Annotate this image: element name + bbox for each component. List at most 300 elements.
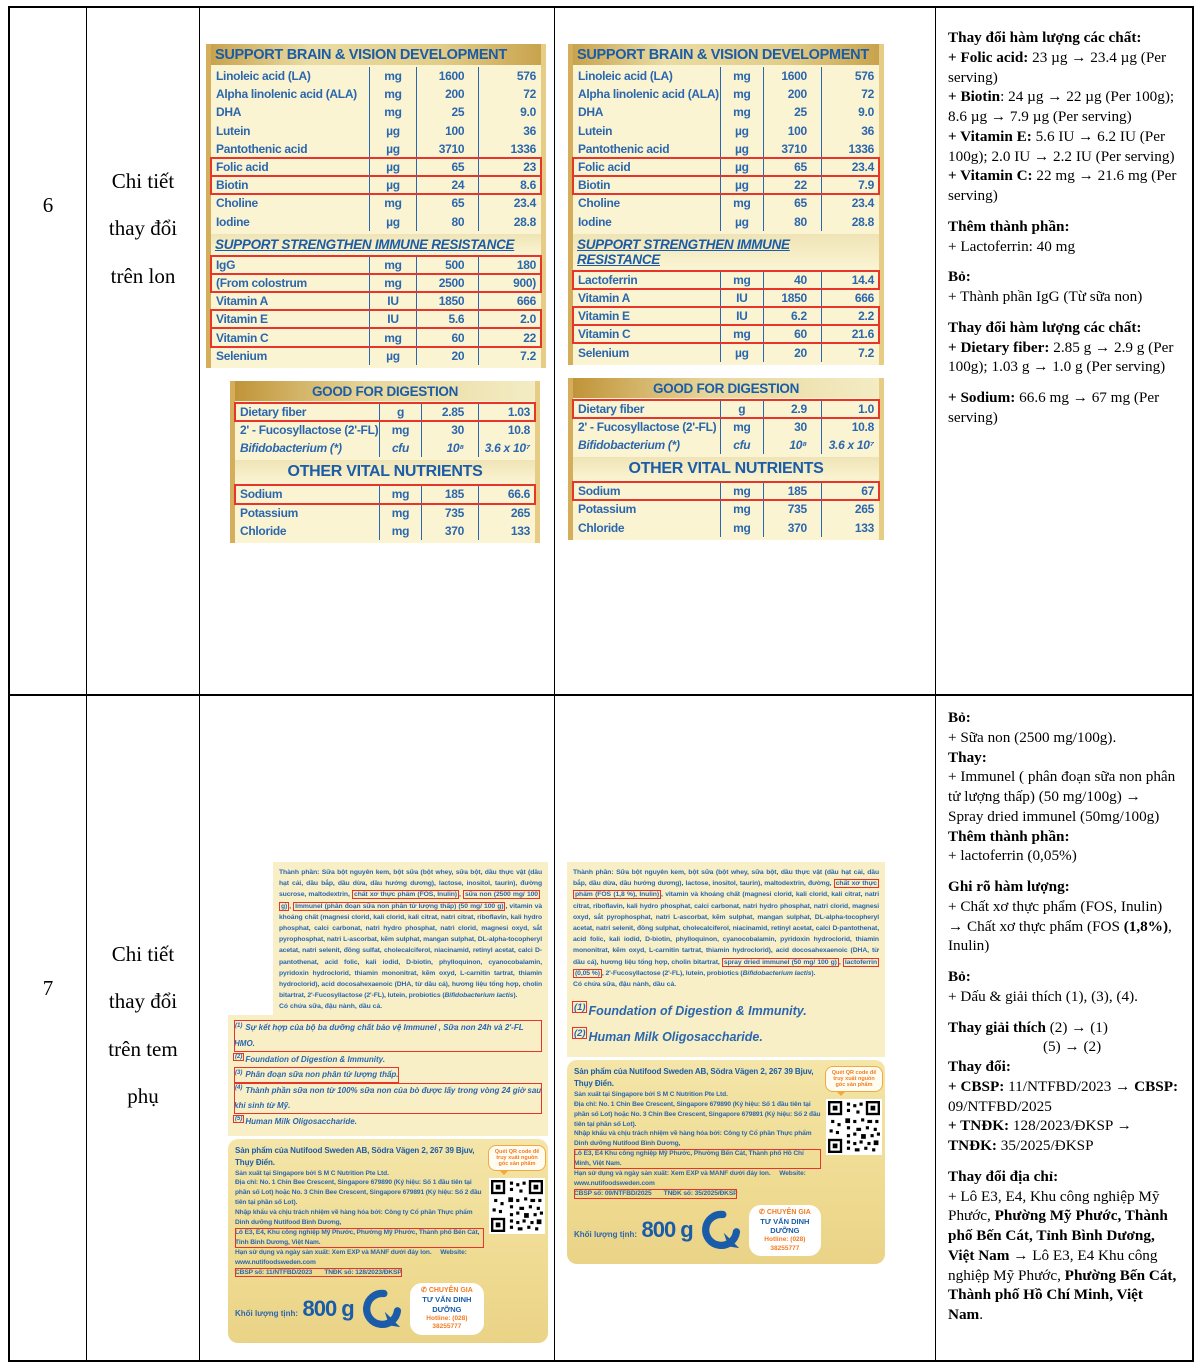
nutrient-row (211, 347, 541, 365)
nutrient-unit: mg (369, 103, 415, 121)
nutrient-per-serving: 576 (478, 67, 541, 85)
nutrient-unit: mg (720, 500, 763, 518)
nutrient-per-100g: 200 (763, 85, 821, 103)
note-paragraph (948, 206, 1180, 217)
note-run: Thêm thành phần: (948, 827, 1070, 845)
nutrient-per-serving: 7.2 (821, 343, 879, 361)
nutrient-name: Alpha linolenic acid (ALA) (216, 87, 357, 102)
nutrient-name: Potassium (578, 502, 636, 517)
phone-icon: ✆ (420, 1287, 427, 1295)
section-header: GOOD FOR DIGESTION (235, 381, 535, 401)
nutrient-per-serving: 36 (478, 122, 541, 140)
note-paragraph (948, 767, 1180, 826)
sub-label-old (228, 862, 548, 1343)
note-run: Thay đổi địa chỉ: (948, 1167, 1059, 1185)
note-run: + Dấu & giải thích (1), (3), (4). (948, 987, 1138, 1005)
footnote (573, 1024, 879, 1050)
nutrient-row (211, 140, 541, 158)
manufacturer-line: CBSP số: 09/NTFBD/2025 TNĐK số: 35/2025/ĐKSP (574, 1189, 738, 1197)
label-section (568, 457, 884, 540)
nutrient-per-100g: 200 (416, 85, 479, 103)
ingredient-run: ). (513, 992, 518, 1000)
footnote-marker: (1) (574, 1002, 586, 1013)
note-run: + Vitamin E: (948, 127, 1032, 145)
manufacturer-line: Lô E3, E4, Khu công nghiệp Mỹ Phước, Phường Mỹ Phước, Thành phố Bến Cát, Tỉnh Bình Dương, Việt Nam. (235, 1228, 484, 1248)
nutrient-per-100g: 370 (763, 519, 821, 537)
footnote-marker: (3) (235, 1069, 243, 1076)
footnote-text: Sự kết hợp của bộ ba dưỡng chất bảo vệ Immunel , Sữa non 24h và 2'-FL HMO. (234, 1023, 524, 1049)
manufacturer-line: Địa chỉ: No. 1 Chin Bee Crescent, Singapore 679890 (Ký hiệu: Số 1 đầu tiên tại phần số Lot) hoặc No. 3 Chin Bee Crescent, Singapore 679891 (Ký hiệu: Số 2 đầu tiên tại phần số Lot). (235, 1179, 482, 1207)
note-run: (2) → (1) (1045, 1018, 1108, 1036)
nutrient-per-100g: 185 (763, 482, 821, 500)
nutrient-name: Bifidobacterium (*) (240, 441, 342, 456)
qr-bubble: Quét QR code để truy xuất nguồn gốc sản phẩm (488, 1145, 546, 1171)
row-number: 6 (10, 8, 87, 694)
ingredient-run: , vitamin và khoáng chất (magnesi clorid, kali clorid, kali citrat, natri citrat, riboflavin, kali hydro phosphat, calci carbonat, natri hydro phosphat, natri clorid, magnesi oxyd, sắt pyrophosphat, natri L-ascorbat, kẽm sulphat, mangan sulphat, DL-alpha-tocopheryl acetat, natri selenit, đồng sulphat, cholecalciferol, niacinamid, retinyl acetat, calci D-pantothenat, acid folic, kali iodid, D-biotin, phylloquinon, cyanocobalamin, pyridoxin hydroclorid, thiamin mononitrat, kẽm oxyd, L-carnitin tartrat, thiamin hydroclorid), acid docosahexaenoic (DHA, từ dầu cá), hương liệu tổng hợp, cholin bitartrat, (573, 891, 880, 966)
nutrient-per-100g: 1600 (763, 67, 821, 85)
note-run: Thay đổi hàm lượng các chất: (948, 318, 1142, 336)
nutrient-per-serving: 22 (478, 328, 541, 346)
ingredient-run: , 2'-Fucosyllactose (2'-FL), lutein, probiotics ( (601, 969, 743, 977)
note-paragraph (948, 827, 1180, 847)
note-run: . (979, 1306, 984, 1323)
nutrient-row (573, 103, 879, 121)
nutrient-unit: mg (720, 194, 763, 212)
nutrient-per-100g: 2.85 (421, 403, 478, 421)
nutrient-name: 2' - Fucosyllactose (2'-FL) (240, 423, 379, 438)
nutifood-q-logo-icon (362, 1289, 402, 1329)
nutrient-row (573, 519, 879, 537)
nutrient-name: Selenium (578, 345, 629, 360)
nutrient-per-100g: 3710 (416, 140, 479, 158)
nutrient-name: Sodium (240, 487, 283, 502)
ingredients-block (567, 862, 885, 993)
nutrient-name: Chloride (578, 520, 625, 535)
nutrient-name: Vitamin E (578, 309, 630, 324)
hotline-badge: ✆ CHUYÊN GIA TƯ VẤN DINH DƯỠNG Hotline: (028) 38255777 (410, 1283, 484, 1334)
note-paragraph (948, 48, 1180, 88)
manufacturer-area (567, 1060, 885, 1264)
ingredient-run: Thành phần: (573, 869, 617, 876)
nutrient-row (573, 67, 879, 85)
note-run: + Vitamin C: (948, 167, 1033, 185)
nutrient-per-serving: 10.8 (478, 421, 535, 439)
nutrient-per-100g: 2.9 (763, 400, 821, 418)
nutrient-per-100g: 22 (763, 176, 821, 194)
nutrition-label-old (206, 44, 546, 543)
nutrient-per-serving: 9.0 (821, 103, 879, 121)
qr-code-icon (489, 1178, 545, 1234)
nutrient-per-100g: 30 (421, 421, 478, 439)
note-run: Thay đổi: (948, 1058, 1011, 1075)
nutrient-per-serving: 72 (821, 85, 879, 103)
footnote (234, 1052, 542, 1068)
note-paragraph (948, 877, 1180, 897)
nutrient-row (235, 504, 535, 522)
ingredient-run: , (838, 958, 843, 966)
nutrient-unit: µg (720, 176, 763, 194)
nutrient-unit: µg (369, 347, 415, 365)
nutrient-per-serving: 21.6 (821, 325, 879, 343)
note-run: 128/2023/ĐKSP → (1009, 1117, 1132, 1135)
manufacturer-line: Sản xuất tại Singapore bởi S M C Nutrition Pte Ltd. (235, 1169, 389, 1177)
nutrient-per-serving: 8.6 (478, 176, 541, 194)
nutrient-unit: g (720, 400, 763, 418)
note-run: + Thành phần IgG (Từ sữa non) (948, 288, 1143, 305)
nutrient-per-100g: 1850 (763, 289, 821, 307)
note-paragraph (948, 267, 1180, 287)
nutrient-per-serving: 265 (821, 500, 879, 518)
nutrient-unit: cfu (720, 436, 763, 454)
table-row (10, 696, 1192, 1360)
note-paragraph (948, 237, 1180, 257)
nutrient-unit: mg (369, 274, 415, 292)
footnote (573, 998, 879, 1024)
nutrient-name: Vitamin E (216, 312, 268, 327)
nutrient-per-serving: 666 (821, 289, 879, 307)
note-paragraph (948, 846, 1180, 866)
nutrient-unit: IU (369, 292, 415, 310)
note-paragraph (948, 897, 1180, 956)
nutrient-per-100g: 60 (416, 328, 479, 346)
nutrient-per-100g: 65 (416, 158, 479, 176)
new-can-label-cell (555, 8, 936, 694)
row-number: 7 (10, 696, 87, 1360)
nutrient-per-serving: 1.0 (821, 400, 879, 418)
nutrient-name: Lactoferrin (578, 272, 638, 287)
nutrient-name: (From colostrum (216, 275, 307, 290)
note-paragraph (948, 1007, 1180, 1018)
nutrient-unit: mg (369, 85, 415, 103)
nutrient-per-100g: 30 (763, 418, 821, 436)
ingredient-run: , vitamin và khoáng chất (magnesi clorid, kali clorid, kali citrat, natri citrat, riboflavin, kali hydro phosphat, calci carbonat, natri hydro phosphat, natri clorid, magnesi oxyd, sắt pyrophosphat, natri L-ascorbat, kẽm sulphat, mangan sulphat, DL-alpha-tocopheryl acetat, natri selenit, đồng sulfat, cholecalciferol, niacinamid, retinyl acetat, calci D-pantothenat, acid folic, kali iodid, D-biotin, phylloquinon, cyanocobalamin, pyridoxin hydroclorid, thiamin mononitrat, kẽm oxyd, L-carnitin tartrat, thiamin hydroclorid), acid docosahexaenoic (DHA, từ dầu cá), hương liệu tổng hợp, cholin bitartrat, 2'-Fucosyllactose (2'-FL), lutein, probiotics ( (279, 902, 542, 1000)
note-run: 66.6 mg → 67 mg (Per serving) (948, 389, 1160, 426)
footnote-marker: (5) (235, 1116, 243, 1123)
nutrient-row (573, 343, 879, 361)
label-footer (574, 1205, 821, 1256)
nutrient-unit: mg (369, 256, 415, 274)
ingredient-run: Bifidobacterium lactis (444, 992, 514, 1000)
nutrient-per-100g: 735 (763, 500, 821, 518)
nutrient-per-serving: 265 (478, 504, 535, 522)
nutrient-name: Selenium (216, 348, 267, 363)
note-run: CBSP: (1134, 1077, 1179, 1095)
note-paragraph (948, 1057, 1180, 1077)
manufacturer-area (228, 1139, 548, 1343)
nutrient-row (573, 140, 879, 158)
nutrient-unit: mg (720, 103, 763, 121)
nutrient-row (573, 271, 879, 289)
nutrient-row (573, 122, 879, 140)
note-paragraph (948, 1156, 1180, 1167)
comparison-table (8, 6, 1194, 1362)
footnote-text: Human Milk Oligosaccharide. (588, 1030, 763, 1045)
nutrient-per-100g: 40 (763, 271, 821, 289)
nutrient-unit: mg (369, 67, 415, 85)
section-header: OTHER VITAL NUTRIENTS (235, 460, 535, 483)
nutrient-name: Sodium (578, 484, 621, 499)
row-description: Chi tiết thay đổi trên lon (87, 8, 200, 694)
nutrient-unit: mg (720, 418, 763, 436)
section-header: SUPPORT STRENGTHEN IMMUNE RESISTANCE (573, 234, 879, 269)
note-run: Thay giải thích (948, 1018, 1046, 1036)
nutrient-per-100g: 500 (416, 256, 479, 274)
nutrient-per-100g: 10⁸ (763, 436, 821, 454)
nutrient-name: Folic acid (216, 160, 269, 175)
ingredient-run: lactoferrin (0,05 %) (575, 958, 878, 977)
note-run: 09/NTFBD/2025 (948, 1097, 1052, 1115)
nutrient-per-serving: 2.0 (478, 310, 541, 328)
nutrient-name: Iodine (216, 214, 250, 229)
nutrient-unit: IU (369, 310, 415, 328)
nutrient-per-100g: 80 (416, 213, 479, 231)
table-row (10, 8, 1192, 696)
footnote-text: Human Milk Oligosaccharide. (245, 1117, 357, 1126)
nutrient-unit: mg (379, 522, 421, 540)
ingredient-run: , (289, 902, 294, 910)
nutrient-per-serving: 23.4 (821, 158, 879, 176)
nutrient-unit: mg (369, 328, 415, 346)
note-run: TNĐK: (948, 1137, 997, 1154)
ingredients-text (279, 867, 542, 1001)
note-run: Phường Bến Cát, Thành phố Hồ Chí Minh, Việt Nam (948, 1266, 1177, 1323)
note-run: 35/2025/ĐKSP (996, 1137, 1094, 1154)
manufacturer-line: Hạn sử dụng và ngày sản xuất: Xem EXP và MANF dưới đáy lon. Website: www.nutifoodsweden.com (235, 1248, 467, 1266)
nutrient-per-serving: 28.8 (821, 213, 879, 231)
ingredient-run: , (458, 891, 463, 899)
nutrient-row (211, 194, 541, 212)
nutrient-unit: µg (369, 122, 415, 140)
nutrient-unit: mg (720, 325, 763, 343)
nutrient-per-serving: 133 (821, 519, 879, 537)
nutrient-name: Choline (216, 196, 258, 211)
nutifood-q-logo-icon (701, 1210, 741, 1250)
nutrient-row (573, 307, 879, 325)
nutrient-name: Vitamin C (578, 327, 631, 342)
nutrient-per-serving: 3.6 x 10⁷ (821, 436, 879, 454)
sub-label-new (567, 862, 885, 1264)
hotline-badge: ✆ CHUYÊN GIA TƯ VẤN DINH DƯỠNG Hotline: (028) 38255777 (749, 1205, 821, 1256)
nutrient-per-100g: 65 (416, 194, 479, 212)
note-paragraph (948, 388, 1180, 428)
note-run: Ghi rõ hàm lượng: (948, 878, 1070, 895)
footnote-marker: (2) (235, 1053, 243, 1060)
nutrient-row (211, 328, 541, 346)
nutrient-per-serving: 1336 (821, 140, 879, 158)
section-header: GOOD FOR DIGESTION (573, 378, 879, 398)
nutrient-unit: µg (720, 213, 763, 231)
nutrient-row (211, 292, 541, 310)
note-paragraph (948, 1018, 1180, 1038)
nutrient-name: Pantothenic acid (578, 141, 670, 156)
nutrient-unit: mg (379, 485, 421, 503)
manufacturer-line: Nhập khẩu và chịu trách nhiệm về hàng hóa bởi: Công ty Cổ phần Thực phẩm Dinh dưỡng Nutifood Bình Dương, (574, 1130, 812, 1148)
ingredient-run: Sữa bột nguyên kem, bột sữa (bột whey, sữa bột, dầu thực vật (dầu hạt cải, dầu bắp, dầu dừa, dầu hướng dương), lactose, inositol, taurin), maltodextrin, đường, (573, 869, 879, 888)
nutrient-name: Linoleic acid (LA) (578, 69, 673, 84)
note-paragraph (948, 287, 1180, 307)
nutrient-per-serving: 14.4 (821, 271, 879, 289)
nutrient-unit: µg (720, 343, 763, 361)
nutrient-row (573, 158, 879, 176)
nutrient-per-serving: 66.6 (478, 485, 535, 503)
nutrient-per-100g: 24 (416, 176, 479, 194)
nutrient-unit: µg (369, 176, 415, 194)
manufacturer-line: Sản phẩm của Nutifood Sweden AB, Södra Vägen 2, 267 39 Bjuv, Thụy Điển. (235, 1145, 475, 1167)
footnote-text: Thành phần sữa non từ 100% sữa non của bò được lấy trong vòng 24 giờ sau khi sinh từ Mỹ. (234, 1085, 542, 1111)
footnote (234, 1020, 542, 1051)
nutrient-per-serving: 3.6 x 10⁷ (478, 439, 535, 457)
nutrient-per-100g: 735 (421, 504, 478, 522)
section-header: SUPPORT STRENGTHEN IMMUNE RESISTANCE (211, 234, 541, 254)
note-run: + Sodium: (948, 389, 1016, 406)
note-paragraph (948, 748, 1180, 768)
nutrient-unit: IU (720, 307, 763, 325)
nutrient-row (211, 213, 541, 231)
nutrient-row (235, 439, 535, 457)
note-run: Thêm thành phần: (948, 217, 1070, 235)
nutrient-row (211, 67, 541, 85)
nutrient-row (211, 176, 541, 194)
label-section (206, 234, 546, 368)
manufacturer-line: Nhập khẩu và chịu trách nhiệm về hàng hóa bởi: Công ty Cổ phần Thực phẩm Dinh dưỡng Nutifood Bình Dương, (235, 1209, 473, 1227)
nutrient-per-serving: 10.8 (821, 418, 879, 436)
nutrient-per-100g: 65 (763, 158, 821, 176)
nutrient-per-serving: 9.0 (478, 103, 541, 121)
nutrient-per-100g: 2500 (416, 274, 479, 292)
nutrient-name: Biotin (216, 178, 249, 193)
nutrient-per-100g: 10⁸ (421, 439, 478, 457)
section-header: SUPPORT BRAIN & VISION DEVELOPMENT (573, 44, 879, 65)
nutrient-per-serving: 1.03 (478, 403, 535, 421)
qr-area (823, 1066, 885, 1155)
note-paragraph (948, 987, 1180, 1007)
nutrient-row (573, 176, 879, 194)
nutrient-per-serving: 36 (821, 122, 879, 140)
nutrient-name: IgG (216, 257, 236, 272)
note-paragraph (948, 87, 1180, 127)
manufacturer-line: Hạn sử dụng và ngày sản xuất: Xem EXP và MANF dưới đáy lon. Website: www.nutifoodsweden.com (574, 1169, 806, 1187)
note-run: Bỏ: (948, 709, 971, 726)
changes-notes-sublabel (936, 696, 1190, 1360)
note-paragraph (948, 1037, 1180, 1057)
note-paragraph (948, 338, 1180, 378)
nutrient-row (573, 500, 879, 518)
note-paragraph (948, 318, 1180, 338)
old-can-label-cell (200, 8, 555, 694)
nutrient-row (573, 325, 879, 343)
nutrition-label-new (568, 44, 884, 540)
note-run: + Lactoferrin: 40 mg (948, 237, 1076, 255)
note-run: → Lô E3, E4 Khu công nghiệp Mỹ Phước, (948, 1246, 1158, 1284)
nutrient-per-100g: 80 (763, 213, 821, 231)
nutrient-per-serving: 72 (478, 85, 541, 103)
nutrient-row (211, 122, 541, 140)
nutrient-name: Lutein (578, 123, 613, 138)
nutrient-name: Lutein (216, 123, 251, 138)
nutrient-row (573, 289, 879, 307)
note-paragraph (948, 377, 1180, 388)
nutrient-name: Vitamin A (216, 294, 268, 309)
allergen-note: Có chứa sữa, đậu nành, dầu cá. (573, 981, 677, 989)
manufacturer-line: Lô E3, E4 Khu công nghiệp Mỹ Phước, Phường Bến Cát, Thành phố Hồ Chí Minh, Việt Nam. (574, 1149, 821, 1169)
nutrient-row (235, 403, 535, 421)
nutrient-name: Linoleic acid (LA) (216, 69, 311, 84)
note-run: + CBSP: (948, 1077, 1005, 1095)
note-run: 22 mg → 21.6 mg (Per serving) (948, 167, 1177, 204)
footnote (234, 1083, 542, 1114)
note-run: + Chất xơ thực phẩm (FOS, Inulin) → Chất xơ thực phẩm (FOS (948, 897, 1163, 935)
footnote-text: Foundation of Digestion & Immunity. (245, 1054, 386, 1064)
footnote-marker: (2) (574, 1028, 586, 1039)
nutrient-per-serving: 666 (478, 292, 541, 310)
note-run: 2.85 g → 2.9 g (Per 100g); 1.03 g → 1.0 g (Per serving) (948, 338, 1174, 376)
footnote-marker: (1) (235, 1022, 243, 1029)
nutrient-name: DHA (578, 105, 604, 120)
nutrient-per-100g: 20 (416, 347, 479, 365)
nutrient-row (211, 274, 541, 292)
nutrient-per-serving: 23.4 (821, 194, 879, 212)
nutrient-unit: mg (720, 67, 763, 85)
nutrient-per-serving: 67 (821, 482, 879, 500)
footnote (234, 1114, 542, 1130)
nutrient-per-100g: 100 (763, 122, 821, 140)
nutrient-unit: mg (379, 421, 421, 439)
nutrient-row (235, 421, 535, 439)
ingredients-text (573, 867, 879, 979)
nutrient-name: Vitamin C (216, 330, 269, 345)
nutrient-unit: IU (720, 289, 763, 307)
nutrient-name: Dietary fiber (240, 404, 307, 419)
qr-area (486, 1145, 548, 1234)
note-run: 23 µg → 23.4 µg (Per serving) (948, 48, 1167, 86)
note-paragraph (948, 307, 1180, 318)
ingredient-run: ). (811, 969, 816, 977)
net-weight: Khối lượng tịnh: 800 g (574, 1217, 693, 1243)
note-run: Bỏ: (948, 968, 971, 985)
note-run: + Biotin (948, 88, 1001, 106)
nutrient-row (573, 85, 879, 103)
ingredient-run: Bifidobacterium lactis (742, 969, 812, 977)
qr-code-icon (826, 1099, 882, 1155)
nutrient-name: Choline (578, 196, 620, 211)
label-section (568, 378, 884, 458)
nutrient-unit: µg (369, 158, 415, 176)
nutrient-row (573, 194, 879, 212)
note-run: Phường Mỹ Phước, Thành phố Bến Cát, Tỉnh Bình Dương, Việt Nam (948, 1207, 1168, 1264)
note-paragraph (948, 166, 1180, 206)
note-run: 11/NTFBD/2023 → (1004, 1077, 1135, 1095)
nutrient-per-100g: 370 (421, 522, 478, 540)
ingredient-run: Thành phần: (279, 869, 322, 876)
nutrient-per-serving: 7.9 (821, 176, 879, 194)
new-sub-label-cell (555, 696, 936, 1360)
label-footer (235, 1283, 484, 1334)
note-run: Thay: (948, 748, 987, 766)
nutrient-row (573, 213, 879, 231)
nutrient-per-serving: 7.2 (478, 347, 541, 365)
nutrient-name: Dietary fiber (578, 401, 645, 416)
label-section (206, 44, 546, 234)
ingredients-block (273, 862, 548, 1015)
note-run: Thay đổi hàm lượng các chất: (948, 29, 1142, 46)
nutrient-per-serving: 180 (478, 256, 541, 274)
nutrient-row (573, 400, 879, 418)
nutrient-row (235, 522, 535, 540)
nutrient-per-serving: 23 (478, 158, 541, 176)
nutrient-row (211, 103, 541, 121)
note-run: (5) → (2) (1043, 1038, 1102, 1056)
nutrient-unit: mg (720, 271, 763, 289)
